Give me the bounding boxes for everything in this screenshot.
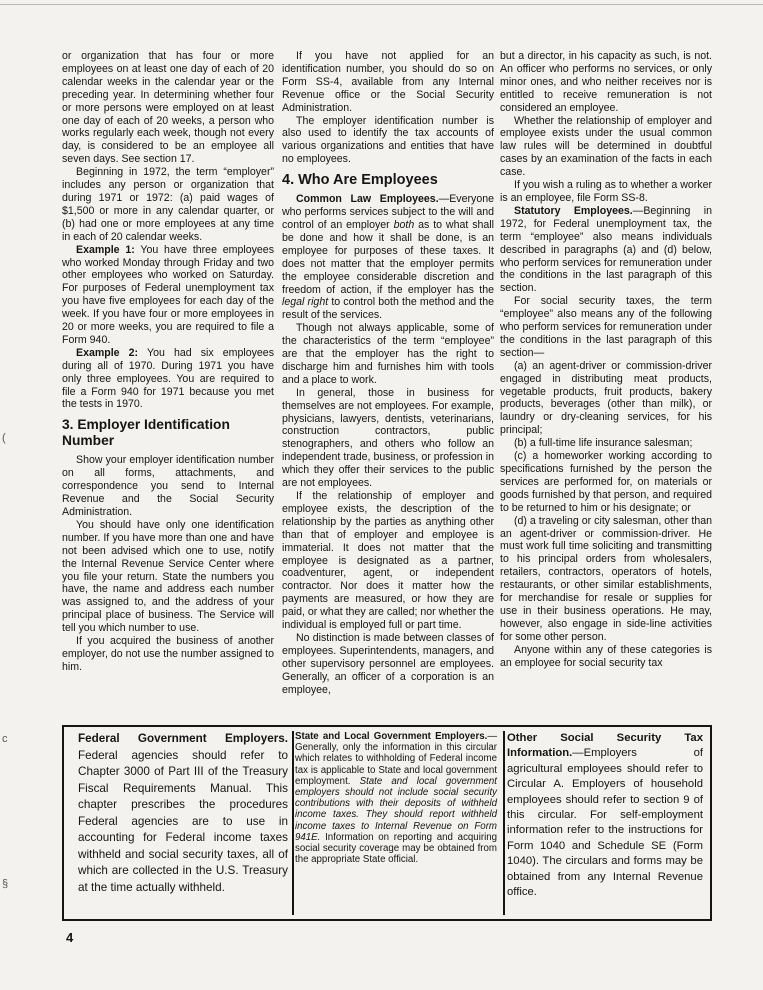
other-social-security-box: [507, 731, 703, 915]
section-heading-3: 3. Employer Identification Number: [62, 417, 230, 449]
statutory-paragraph: [500, 205, 712, 295]
text-run: to control both the method and the result of the services.: [282, 296, 494, 322]
margin-mark: (: [2, 432, 6, 444]
margin-mark: c: [2, 733, 8, 745]
paragraph: You should have only one identification number. If you have more than one and have not been advised which one to use, notify the Internal Revenue Service Center where you file your return. State the numbers you have, the name and address each number was assigned to, and the address of your principal place of business. The Service will tell you which number to use.: [62, 518, 274, 635]
boxed-notes: [62, 725, 712, 921]
top-rule: [0, 4, 763, 5]
example-1: [62, 244, 274, 347]
paragraph: Though not always applicable, some of the characteristics of the term “employee” are that the employer has the right to discharge him and furnishes him with tools and a place to work.: [282, 322, 494, 386]
text-run: as to what shall be done and how it shall be done, is an employee for purposes of these taxes. It does not matter that the employer permits the employee considerable discretion and freedom of action, if the employer has the: [282, 218, 495, 296]
common-law-paragraph: [282, 193, 494, 322]
state-local-box: [295, 731, 497, 915]
box-heading: State and Local Government Employers.: [295, 731, 488, 742]
page-number: 4: [66, 930, 74, 945]
list-item-c: (c) a homeworker working according to specifications furnished by the person the services are performed for, on materials or goods furnished by that person, and required to be returned to him or his designate; or: [500, 450, 712, 514]
paragraph: If you have not applied for an identification number, you should do so on Form SS-4, available from any Internal Revenue office or the Social Security Administration.: [282, 50, 494, 114]
box-text: Federal agencies should refer to Chapter 3000 of Part III of the Treasury Fiscal Requirements Manual. This chapter prescribes the procedures Federal agencies are to use in accounting for Federal income taxes withheld and social security taxes, all of which are collected in the U.S. Treasury at the time actually withheld.: [78, 748, 288, 894]
margin-mark: §: [2, 878, 9, 890]
paragraph: or organization that has four or more employees on at least one day of each of 20 calendar weeks in the calendar year or the preceding year. In determining whether four or more persons were employed on at least one day of each of 20 weeks, a person who works regularly each week, though not every day, is considered to be an employee all seven days. See section 17.: [62, 50, 274, 166]
paragraph: If the relationship of employer and employee exists, the description of the relationship by the parties as anything other than that of employer and employee is immaterial. It does not matter that the employee is designated as a partner, coadventurer, agent, or independent contractor. Nor does it matter how the payments are measured, or how they are paid, or what they are called; nor whether the individual is employed full or part time.: [282, 490, 494, 632]
text-run: —Everyone who performs services subject to the will and control of an employer: [282, 193, 494, 231]
example-label: Example 2:: [76, 346, 139, 359]
list-item-a: (a) an agent-driver or commission-driver engaged in distributing meat products, vegetable products, fruit products, bakery products, beverages (other than milk), or laundry or dry-cleaning services, for his principal;: [500, 359, 712, 437]
box-heading: Federal Government Employers.: [78, 732, 288, 745]
example-label: Example 1:: [76, 243, 135, 256]
list-item-b: (b) a full-time life insurance salesman;: [514, 437, 693, 450]
section-heading-4: 4. Who Are Employees: [282, 172, 438, 189]
paragraph: Beginning in 1972, the term “employer” includes any person or organization that during 1971 or 1972: (a) paid wages of $1,500 or more in any calendar quarter, or (b) had one or more employees at any time in each of 20 calendar weeks.: [62, 166, 274, 243]
paragraph: No distinction is made between classes of employees. Superintendents, managers, and other supervisory personnel are employees. Generally, an officer of a corporation is an employee,: [282, 631, 494, 696]
paragraph: but a director, in his capacity as such, is not. An officer who performs no services, or only minor ones, and who neither receives nor is entitled to receive remuneration is not considered an employee.: [500, 50, 712, 114]
paragraph: Show your employer identification number on all forms, attachments, and correspondence you send to Internal Revenue and the Social Security Administration.: [62, 454, 274, 518]
paragraph: If you acquired the business of another employer, do not use the number assigned to him.: [62, 635, 275, 673]
column-3: [500, 50, 712, 670]
paragraph: Anyone within any of these categories is an employee for social security tax: [500, 643, 712, 669]
column-2: [282, 50, 494, 697]
box-text: —Employers of agricultural employees should refer to Circular A. Employers of household employees should refer to section 9 of this circular. For self-employment information refer to the instructions for Form 1040 and Schedule SE (Form 1040). The circulars and forms may be obtained from any Internal Revenue office.: [507, 747, 703, 899]
text-run: —Beginning in 1972, for Federal unemployment tax, the term “employee” also means individuals described in paragraphs (a) and (d) below, who perform services for remuneration under the conditions in the last paragraph of this section.: [500, 204, 713, 295]
italic-run: both: [393, 218, 415, 231]
column-1: [62, 50, 274, 674]
box-italic-text: State and local government employers should not include social security contributions with their deposits of withheld income taxes. They should report withheld income taxes to Internal Revenue on Form 941E.: [295, 775, 497, 843]
paragraph: If you wish a ruling as to whether a worker is an employee, file Form SS-8.: [500, 179, 712, 204]
paragraph: The employer identification number is also used to identify the tax accounts of various organizations and entities that have no employees.: [282, 114, 494, 166]
list-item-d: (d) a traveling or city salesman, other than an agent-driver or commission-driver. He must work full time soliciting and transmitting to his principal orders from wholesalers, retailers, contractors, operators of hotels, restaurants, or other similar establishments, for merchandise for resale or supplies for use in their business operations. He may, however, also engage in side-line activities for some other person.: [500, 514, 712, 643]
example-text: You have three employees who worked Monday through Friday and two other employees who worked on Saturday. For purposes of Federal unemployment tax you have five employees for each day of the week. If you have four or more employees in 20 or more weeks, you are required to file a Form 940.: [62, 243, 274, 346]
run-in-heading: Statutory Employees.: [514, 204, 633, 217]
box-text: —Generally, only the information in this circular which relates to withholding of Federal income tax is applicable to State and local government employment.: [295, 731, 497, 787]
example-2: [62, 347, 274, 412]
box-text: Information on reporting and acquiring social security coverage may be obtained from the appropriate State official.: [295, 831, 497, 866]
box-divider: [292, 731, 294, 915]
paragraph: In general, those in business for themselves are not employees. For example, physicians, lawyers, dentists, veterinarians, construction contractors, public stenographers, and others who follow an independent trade, business, or profession in which they offer their services to the public are not employees.: [282, 386, 494, 490]
federal-government-box: [78, 731, 288, 915]
box-heading: Other Social Security Tax Information.: [507, 732, 703, 760]
run-in-heading: Common Law Employees.: [296, 193, 439, 206]
example-text: You had six employees during all of 1970. During 1971 you have only three employees. You are required to file a Form 940 for 1971 because you met the tests in 1970.: [62, 346, 274, 411]
paragraph: Whether the relationship of employer and employee exists under the usual common law rules will be determined in doubtful cases by an examination of the facts in each case.: [500, 114, 712, 179]
box-divider: [503, 731, 505, 915]
italic-run: legal right: [282, 296, 329, 309]
paragraph: For social security taxes, the term “employee” also means any of the following who perform services for remuneration under the conditions in the last paragraph of this section—: [500, 295, 712, 359]
